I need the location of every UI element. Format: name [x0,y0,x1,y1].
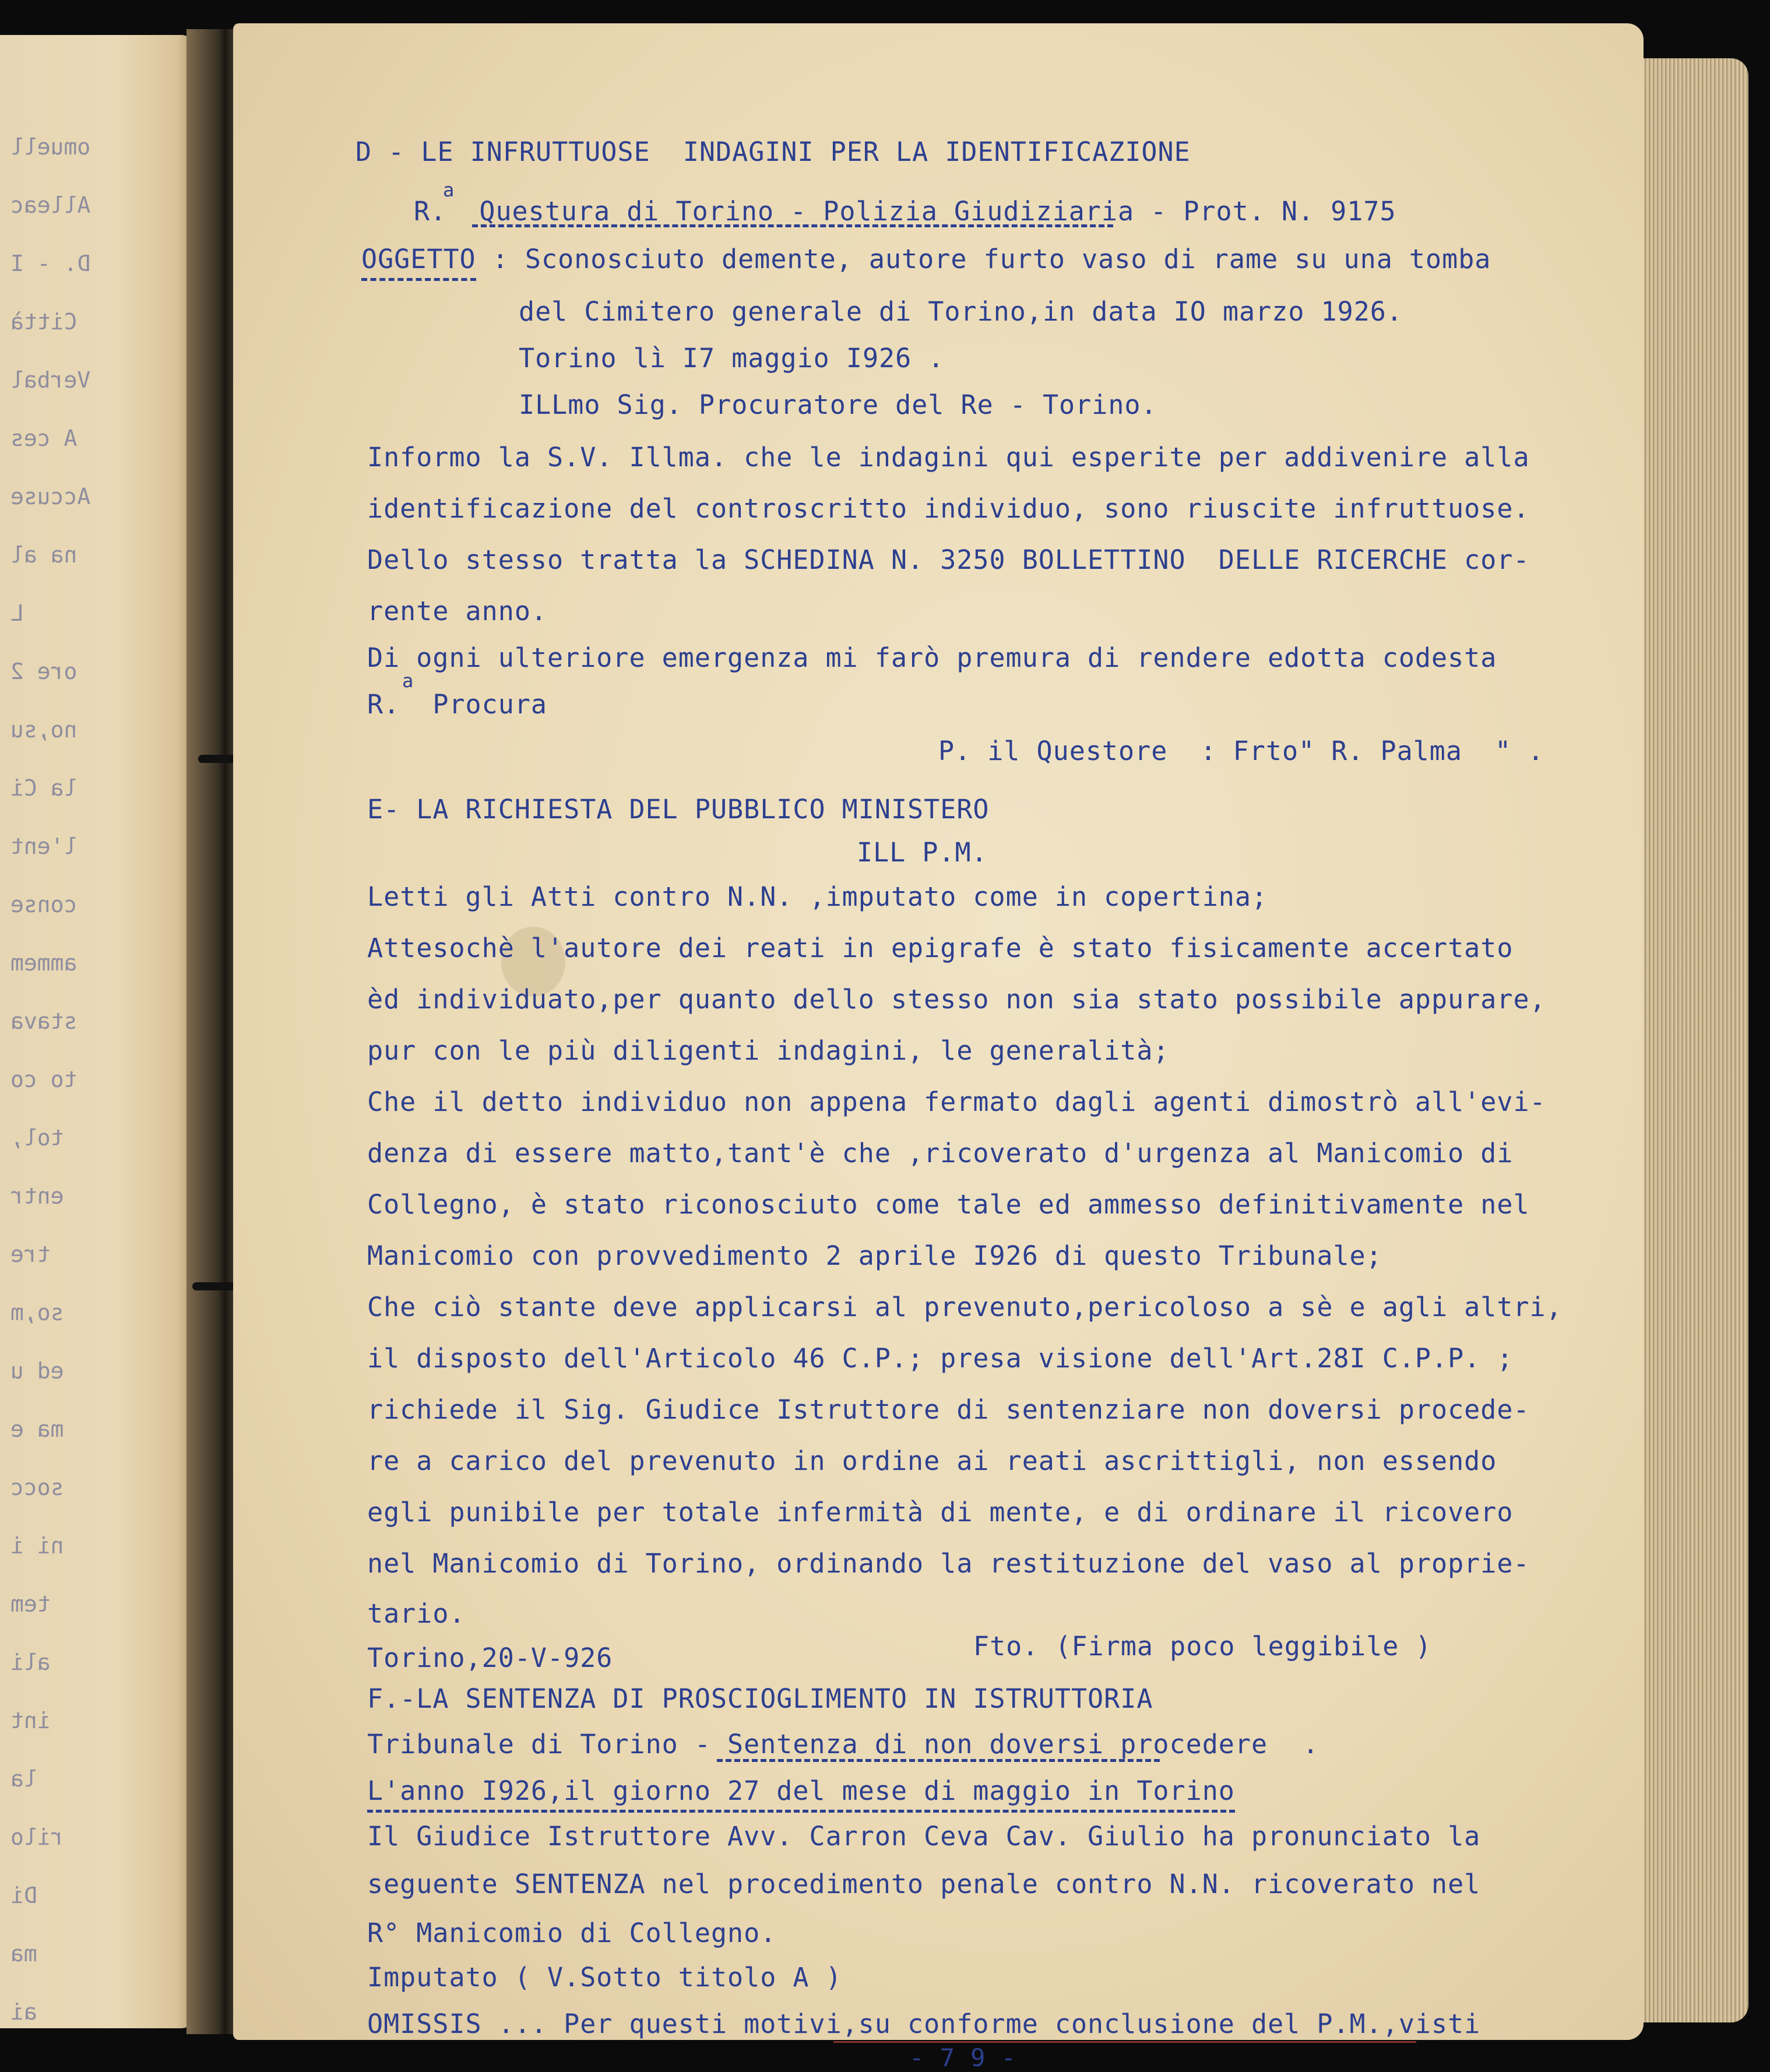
pm-signature: Fto. (Firma poco leggibile ) [973,1631,1432,1662]
left-page-ghost-line: no,su [10,717,78,743]
binding-thread-bottom [192,1282,239,1290]
sentence-text-1: L'anno I926,il giorno 27 del mese di maggio in Torino [367,1775,1235,1813]
pm-line-9: Che ciò stante deve applicarsi al prevenuto,pericoloso a sè e agli altri, [367,1292,1563,1322]
left-page-ghost-line: ai [10,1999,37,2025]
procura-line: R. Procura [367,689,548,720]
left-page-ghost-line: so,m [10,1300,64,1325]
pm-line-1: Letti gli Atti contro N.N. ,imputato come in copertina; [367,881,1268,912]
left-page-ghost-line: L [10,600,24,626]
sentence-line-5: Imputato ( V.Sotto titolo A ) [367,1962,842,1993]
pm-line-4: pur con le più diligenti indagini, le generalità; [367,1035,1170,1066]
left-page-ghost-line: A ces [10,425,78,451]
pm-line-14: nel Manicomio di Torino, ordinando la restituzione del vaso al proprie- [367,1548,1530,1579]
date-questura: Torino lì I7 maggio I926 . [519,343,945,374]
left-page-ghost-line: tol, [10,1125,64,1151]
superscript-a-1: a [443,179,455,201]
questura-text: R. Questura di Torino - Polizia Giudiziaria - Prot. N. 9175 [414,196,1396,227]
left-page-ghost-line: ni i [10,1533,64,1559]
questura-line [414,196,1396,227]
pm-line-11: richiede il Sig. Giudice Istruttore di sentenziare non doversi procede- [367,1394,1530,1425]
sentence-line-3: seguente SENTENZA nel procedimento penale contro N.N. ricoverato nel [367,1869,1481,1899]
left-page-ghost-line: ammem [10,950,78,976]
left-page-ghost-line: entr [10,1183,64,1209]
tribunale-dot: . [1303,1729,1319,1760]
body-line-2: identificazione del controscritto individuo, sono riuscite infruttuose. [367,493,1530,524]
oggetto-line-2: del Cimitero generale di Torino,in data IO marzo 1926. [519,296,1403,327]
sentence-line-1 [367,1775,1235,1806]
page-edges [1626,58,1748,2022]
questura-underline [472,224,1113,227]
left-page-ghost-line: la [10,1766,37,1792]
heading-e: E- LA RICHIESTA DEL PUBBLICO MINISTERO [367,794,990,825]
pm-line-6: denza di essere matto,tant'è che ,ricoverato d'urgenza al Manicomio di [367,1138,1514,1169]
pm-line-8: Manicomio con provvedimento 2 aprile I926 di questo Tribunale; [367,1240,1382,1271]
left-page-ghost-line: D. - I [10,251,91,276]
left-page-ghost-line: socc [10,1475,64,1500]
left-page-ghost-line: Alleac [10,192,91,218]
page-number: - 7 9 - [909,2043,1017,2072]
left-facing-page [0,35,192,2028]
left-page-ghost-line: tem [10,1591,51,1617]
tribunale-text: Tribunale di Torino - Sentenza di non doversi procedere [367,1729,1268,1760]
oggetto-text-1: : Sconosciuto demente, autore furto vaso di rame su una tomba [476,244,1491,275]
left-page-ghost-line: l'ent [10,833,78,859]
heading-f: F.-LA SENTENZA DI PROSCIOGLIMENTO IN ISTRUTTORIA [367,1683,1153,1714]
document-page [233,23,1644,2072]
questore-signature: P. il Questore : Frto" R. Palma " . [938,736,1544,766]
left-page-ghost-line: conse [10,892,78,917]
date-pm: Torino,20-V-926 [367,1642,613,1673]
left-page-ghost-line: na al [10,542,78,568]
body-line-4: rente anno. [367,596,548,627]
pm-line-2: Attesochè l'autore dei reati in epigrafe è stato fisicamente accertato [367,933,1514,963]
left-page-ghost-line: to co [10,1067,78,1092]
tribunale-line [367,1729,1319,1760]
pm-line-15: tario. [367,1598,466,1629]
left-page-ghost-line: ma e [10,1416,64,1442]
heading-d: D - LE INFRUTTUOSE INDAGINI PER LA IDENTIFICAZIONE [356,136,1191,167]
pm-line-3: èd individuato,per quanto dello stesso non sia stato possibile appurare, [367,984,1546,1015]
left-page-ghost-line: Di [10,1883,37,1908]
pm-line-13: egli punibile per totale infermità di mente, e di ordinare il ricovero [367,1497,1514,1528]
il-pm-heading: ILL P.M. [857,837,988,868]
left-page-ghost-line: stava [10,1008,78,1034]
body-line-3: Dello stesso tratta la SCHEDINA N. 3250 BOLLETTINO DELLE RICERCHE cor- [367,544,1530,575]
body-line-5: Di ogni ulteriore emergenza mi farò premura di rendere edotta codesta [367,642,1497,673]
pm-line-7: Collegno, è stato riconosciuto come tale ed ammesso definitivamente nel [367,1189,1530,1220]
oggetto-line-1 [361,244,1491,275]
superscript-a-2: a [402,670,414,692]
tribunale-underline [717,1759,1160,1762]
left-page-ghost-line: rilo [10,1824,64,1850]
sentence-line-2: Il Giudice Istruttore Avv. Carron Ceva Cav. Giulio ha pronunciato la [367,1821,1481,1852]
address-line: ILLmo Sig. Procuratore del Re - Torino. [519,389,1157,420]
pm-line-5: Che il detto individuo non appena fermato dagli agenti dimostrò all'evi- [367,1086,1546,1117]
pm-line-10: il disposto dell'Articolo 46 C.P.; presa visione dell'Art.28I C.P.P. ; [367,1343,1514,1374]
body-line-1: Informo la S.V. Illma. che le indagini qui esperite per addivenire alla [367,442,1530,473]
left-page-ghost-line: tre [10,1241,51,1267]
red-pencil-mark [833,2041,1416,2043]
oggetto-label: OGGETTO [361,244,476,281]
left-page-ghost-line: Verbal [10,367,91,393]
sentence-line-4: R° Manicomio di Collegno. [367,1918,777,1948]
left-page-ghost-line: ali [10,1649,51,1675]
left-page-ghost-line: ed u [10,1358,64,1384]
left-page-ghost-line: Accuse [10,484,91,509]
pm-line-12: re a carico del prevenuto in ordine ai reati ascrittigli, non essendo [367,1445,1497,1476]
left-page-ghost-line: ore 2 [10,659,78,684]
left-page-ghost-line: int [10,1708,51,1733]
sentence-line-6: OMISSIS ... Per questi motivi,su conforme conclusione del P.M.,visti [367,2008,1481,2039]
left-page-ghost-line: omuell [10,134,91,160]
left-page-ghost-line: la Ci [10,775,78,801]
left-page-ghost-line: ma [10,1941,37,1967]
left-page-ghost-line: Città [10,309,78,335]
